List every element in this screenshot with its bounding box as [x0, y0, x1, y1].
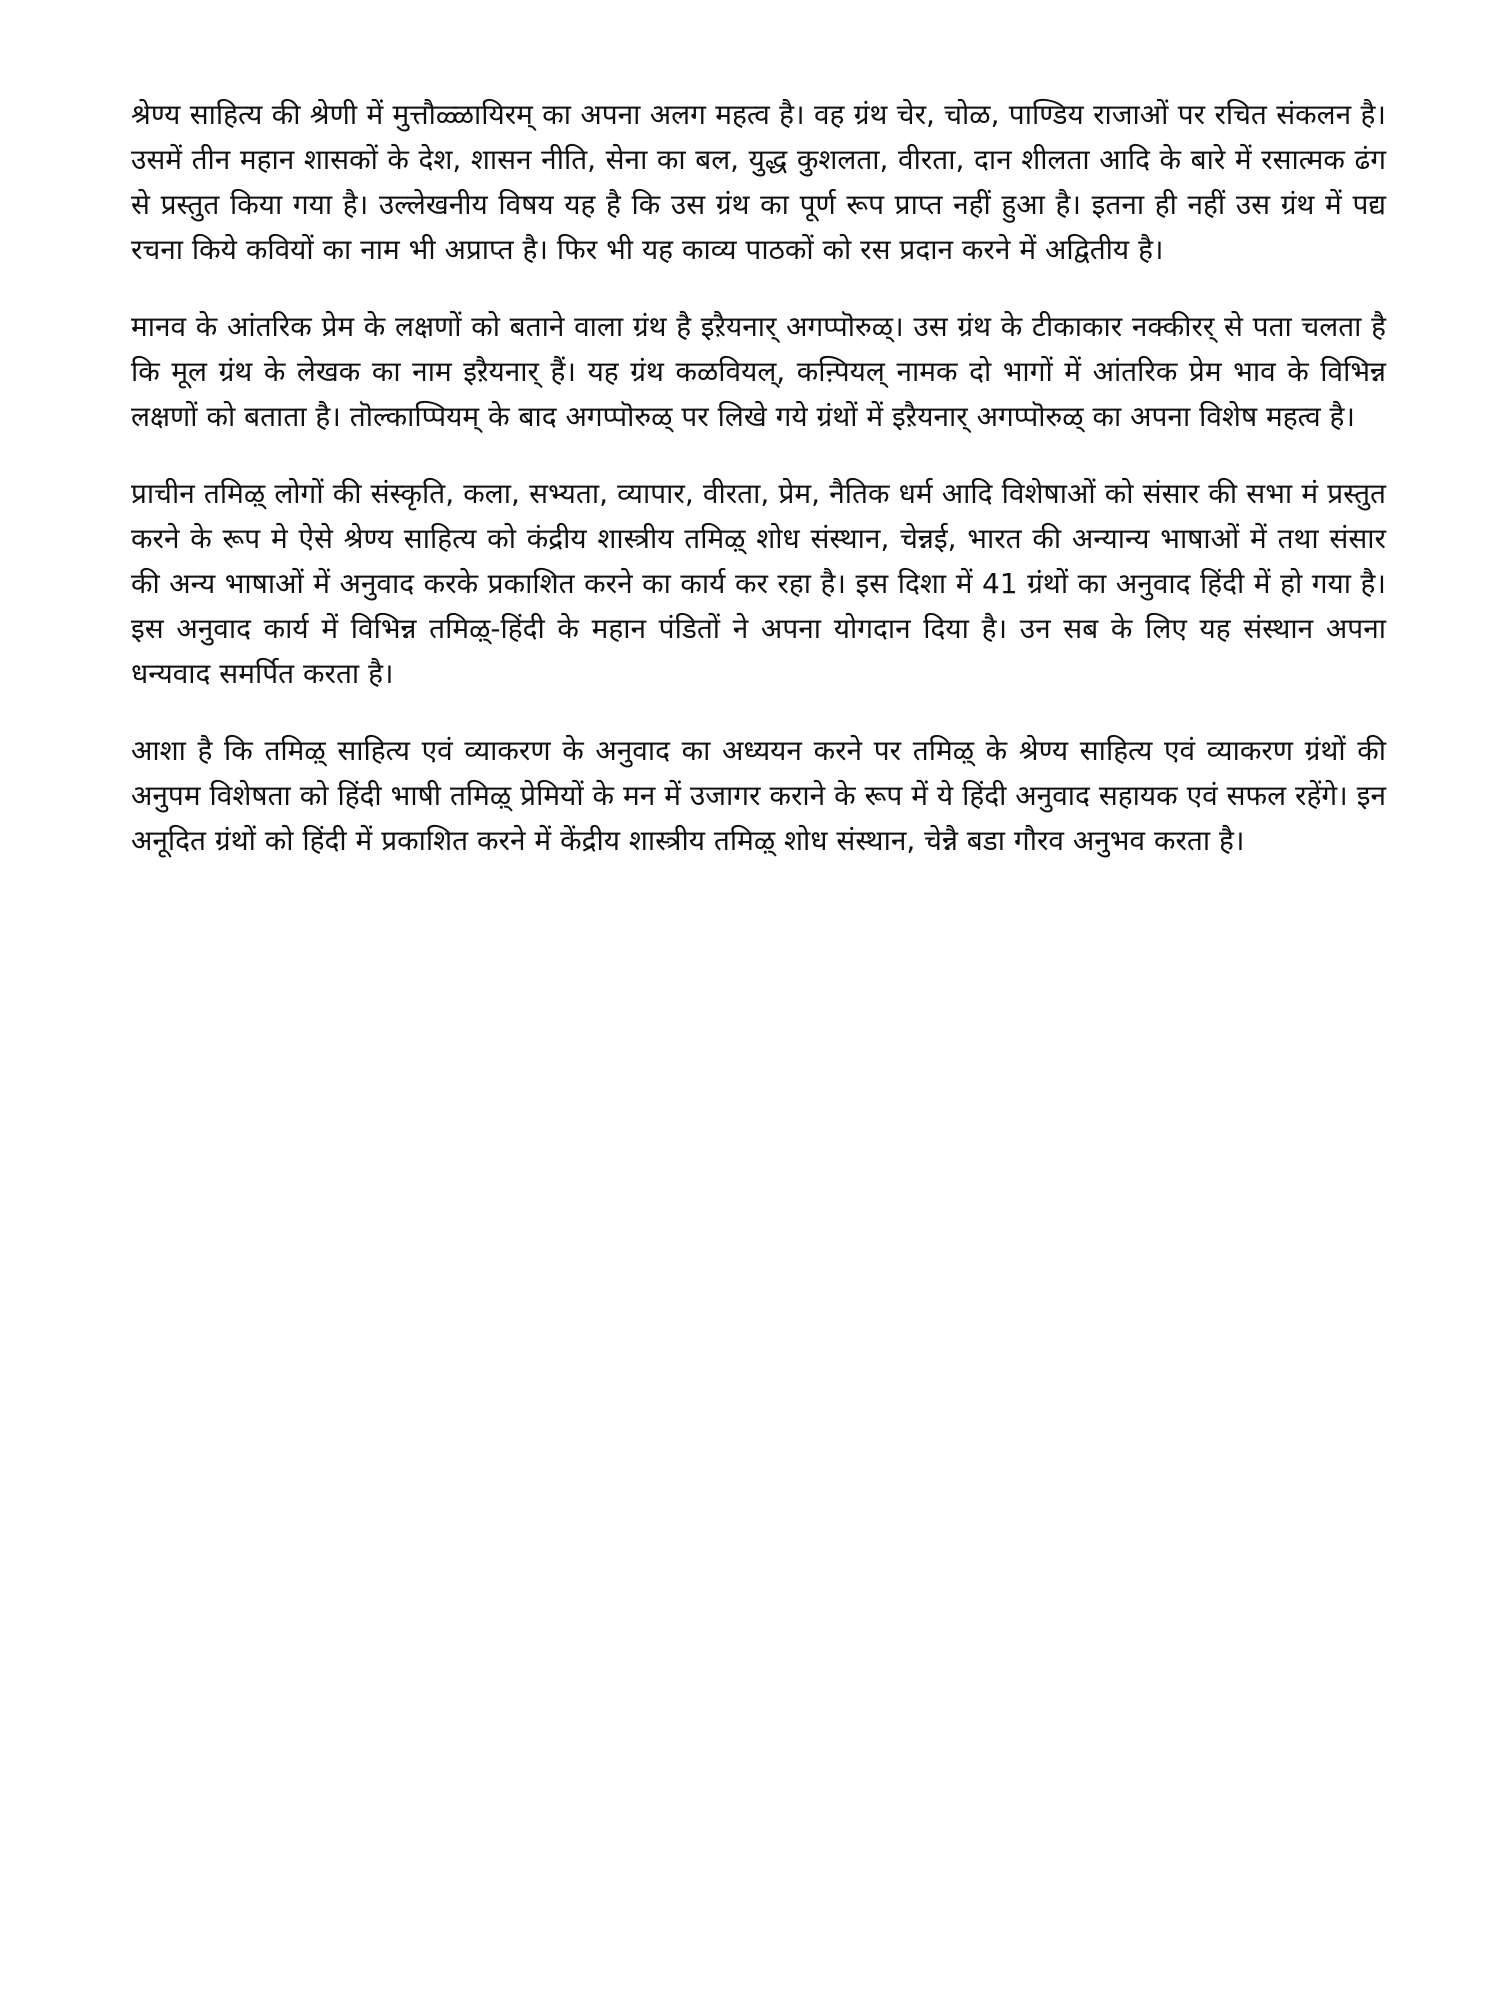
- paragraph-4: आशा है कि तमिऴ् साहित्य एवं व्याकरण के अनुवाद का अध्ययन करने पर तमिऴ् के श्रेण्य साहित्य एवं व्याकरण ग्रंथों की अनुपम विशेषता को हिंदी भाषी तमिऴ् प्रेमियों के मन में उजागर कराने के रूप में ये हिंदी अनुवाद सहायक एवं सफल रहेंगे। इन अनूदित ग्रंथों को हिंदी में प्रकाशित करने में केंद्रीय शास्त्रीय तमिऴ् शोध संस्थान, चेन्नै बडा गौरव अनुभव करता है।: [131, 734, 1386, 857]
- paragraph-3: प्राचीन तमिऴ् लोगों की संस्कृति, कला, सभ्यता, व्यापार, वीरता, प्रेम, नैतिक धर्म आदि विशेषाओं को संसार की सभा मं प्रस्तुत करने के रूप मे ऐसे श्रेण्य साहित्य को कंद्रीय शास्त्रीय तमिऴ् शोध संस्थान, चेन्नई, भारत की अन्यान्य भाषाओं में तथा संसार की अन्य भाषाओं में अनुवाद करके प्रकाशित करने का कार्य कर रहा है। इस दिशा में 41 ग्रंथों का अनुवाद हिंदी में हो गया है। इस अनुवाद कार्य में विभिन्न तमिऴ्-हिंदी के महान पंडितों ने अपना योगदान दिया है। उन सब के लिए यह संस्थान अपना धन्यवाद समर्पित करता है।: [131, 477, 1386, 690]
- paragraph-1: श्रेण्य साहित्य की श्रेणी में मुत्तौळ्ळायिरम् का अपना अलग महत्व है। वह ग्रंथ चेर, चोळ, पाण्डिय राजाओं पर रचित संकलन है। उसमें तीन महान शासकों के देश, शासन नीति, सेना का बल, युद्ध कुशलता, वीरता, दान शीलता आदि के बारे में रसात्मक ढंग से प्रस्तुत किया गया है। उल्लेखनीय विषय यह है कि उस ग्रंथ का पूर्ण रूप प्राप्त नहीं हुआ है। इतना ही नहीं उस ग्रंथ में पद्य रचना किये कवियों का नाम भी अप्राप्त है। फिर भी यह काव्य पाठकों को रस प्रदान करने में अद्वितीय है।: [131, 98, 1386, 266]
- document-body: [131, 92, 1386, 895]
- paragraph-2: मानव के आंतरिक प्रेम के लक्षणों को बताने वाला ग्रंथ है इऱैयनार् अगप्पॊरुळ्। उस ग्रंथ के टीकाकार नक्कीरर् से पता चलता है कि मूल ग्रंथ के लेखक का नाम इऱैयनार् हैं। यह ग्रंथ कळवियल्, कऩ्पियल् नामक दो भागों में आंतरिक प्रेम भाव के विभिन्न लक्षणों को बताता है। तॊल्काप्पियम् के बाद अगप्पॊरुळ् पर लिखे गये ग्रंथों में इऱैयनार् अगप्पॊरुळ् का अपना विशेष महत्व है।: [131, 310, 1386, 433]
